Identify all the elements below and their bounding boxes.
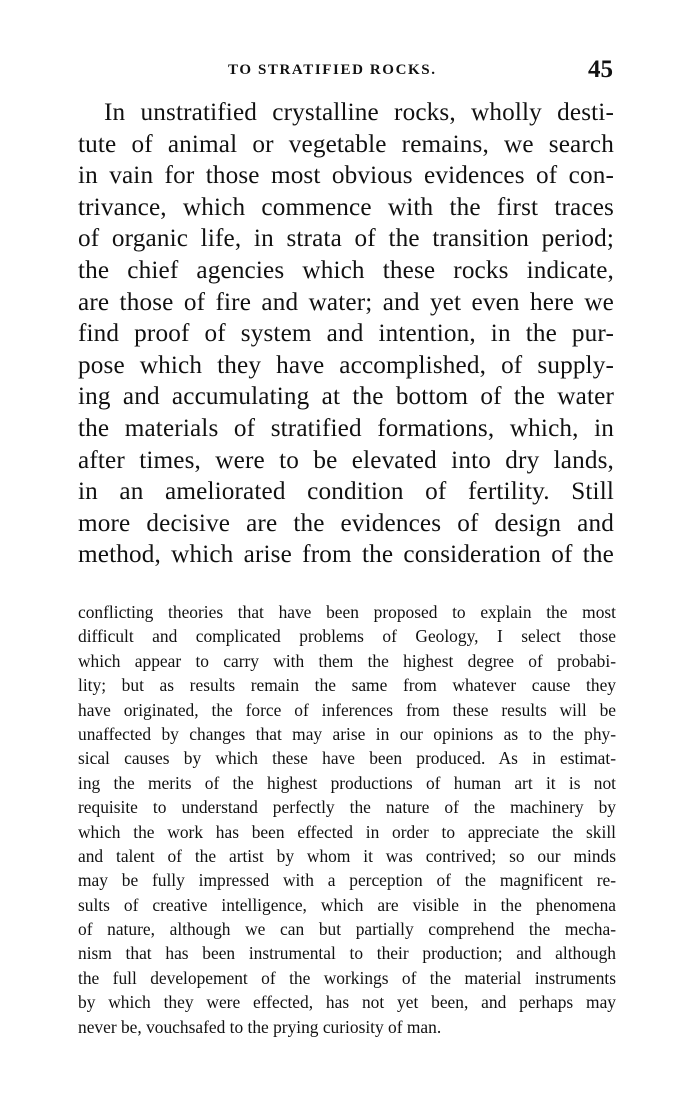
body-line: the chief agencies which these rocks indicate, — [78, 256, 614, 284]
body-line: in vain for those most obvious evidences of con- — [78, 162, 614, 190]
footnote-line: by which they were effected, has not yet been, and perhaps may — [78, 992, 616, 1013]
footnote-line: the full developement of the workings of the material instruments — [78, 967, 616, 988]
page-number: 45 — [588, 56, 613, 83]
page-header — [0, 58, 683, 86]
body-line: pose which they have accomplished, of supply- — [78, 351, 614, 379]
body-line: In unstratified crystalline rocks, wholly desti- — [104, 99, 614, 126]
footnote-line: and talent of the artist by whom it was contrived; so our minds — [78, 845, 616, 866]
footnote-line: conflicting theories that have been proposed to explain the most — [78, 602, 616, 622]
footnote-line: lity; but as results remain the same from whatever cause they — [78, 675, 616, 696]
body-line: trivance, which commence with the first traces — [78, 193, 614, 221]
body-line: in an ameliorated condition of fertility. Still — [78, 478, 614, 506]
footnote-line: sical causes by which these have been produced. As in estimat- — [78, 748, 616, 769]
body-line: of organic life, in strata of the transition period; — [78, 225, 614, 253]
footnote-line: unaffected by changes that may arise in our opinions as to the phy- — [78, 723, 616, 744]
body-line: find proof of system and intention, in the pur- — [78, 320, 614, 348]
footnote-line: sults of creative intelligence, which are visible in the phenomena — [78, 894, 616, 915]
footnote-line: have originated, the force of inferences from these results will be — [78, 699, 616, 720]
body-line: ing and accumulating at the bottom of the water — [78, 383, 614, 411]
footnote-line: ing the merits of the highest productions of human art it is not — [78, 772, 616, 793]
footnote-line: difficult and complicated problems of Geology, I select those — [78, 626, 616, 647]
footnote-line: of nature, although we can but partially comprehend the mecha- — [78, 919, 616, 940]
body-line: more decisive are the evidences of design and — [78, 509, 614, 537]
footnote-line: which appear to carry with them the highest degree of probabi- — [78, 650, 616, 671]
footnote-line: requisite to understand perfectly the nature of the machinery by — [78, 797, 616, 818]
footnote-line: never be, vouchsafed to the prying curiosity of man. — [78, 1016, 442, 1037]
body-line: tute of animal or vegetable remains, we search — [78, 130, 614, 158]
main-paragraph — [78, 97, 614, 571]
running-title: TO STRATIFIED ROCKS. — [228, 62, 437, 78]
footnote — [78, 600, 616, 1039]
footnote-line: may be fully impressed with a perception of the magnificent re- — [78, 870, 616, 891]
body-line: after times, were to be elevated into dry lands, — [78, 446, 614, 474]
body-line: are those of fire and water; and yet even here we — [78, 288, 614, 316]
body-line: method, which arise from the consideration of the — [78, 541, 614, 569]
body-line: the materials of stratified formations, which, in — [78, 414, 614, 442]
footnote-line: which the work has been effected in order to appreciate the skill — [78, 821, 616, 842]
footnote-line: nism that has been instrumental to their production; and although — [78, 943, 616, 964]
